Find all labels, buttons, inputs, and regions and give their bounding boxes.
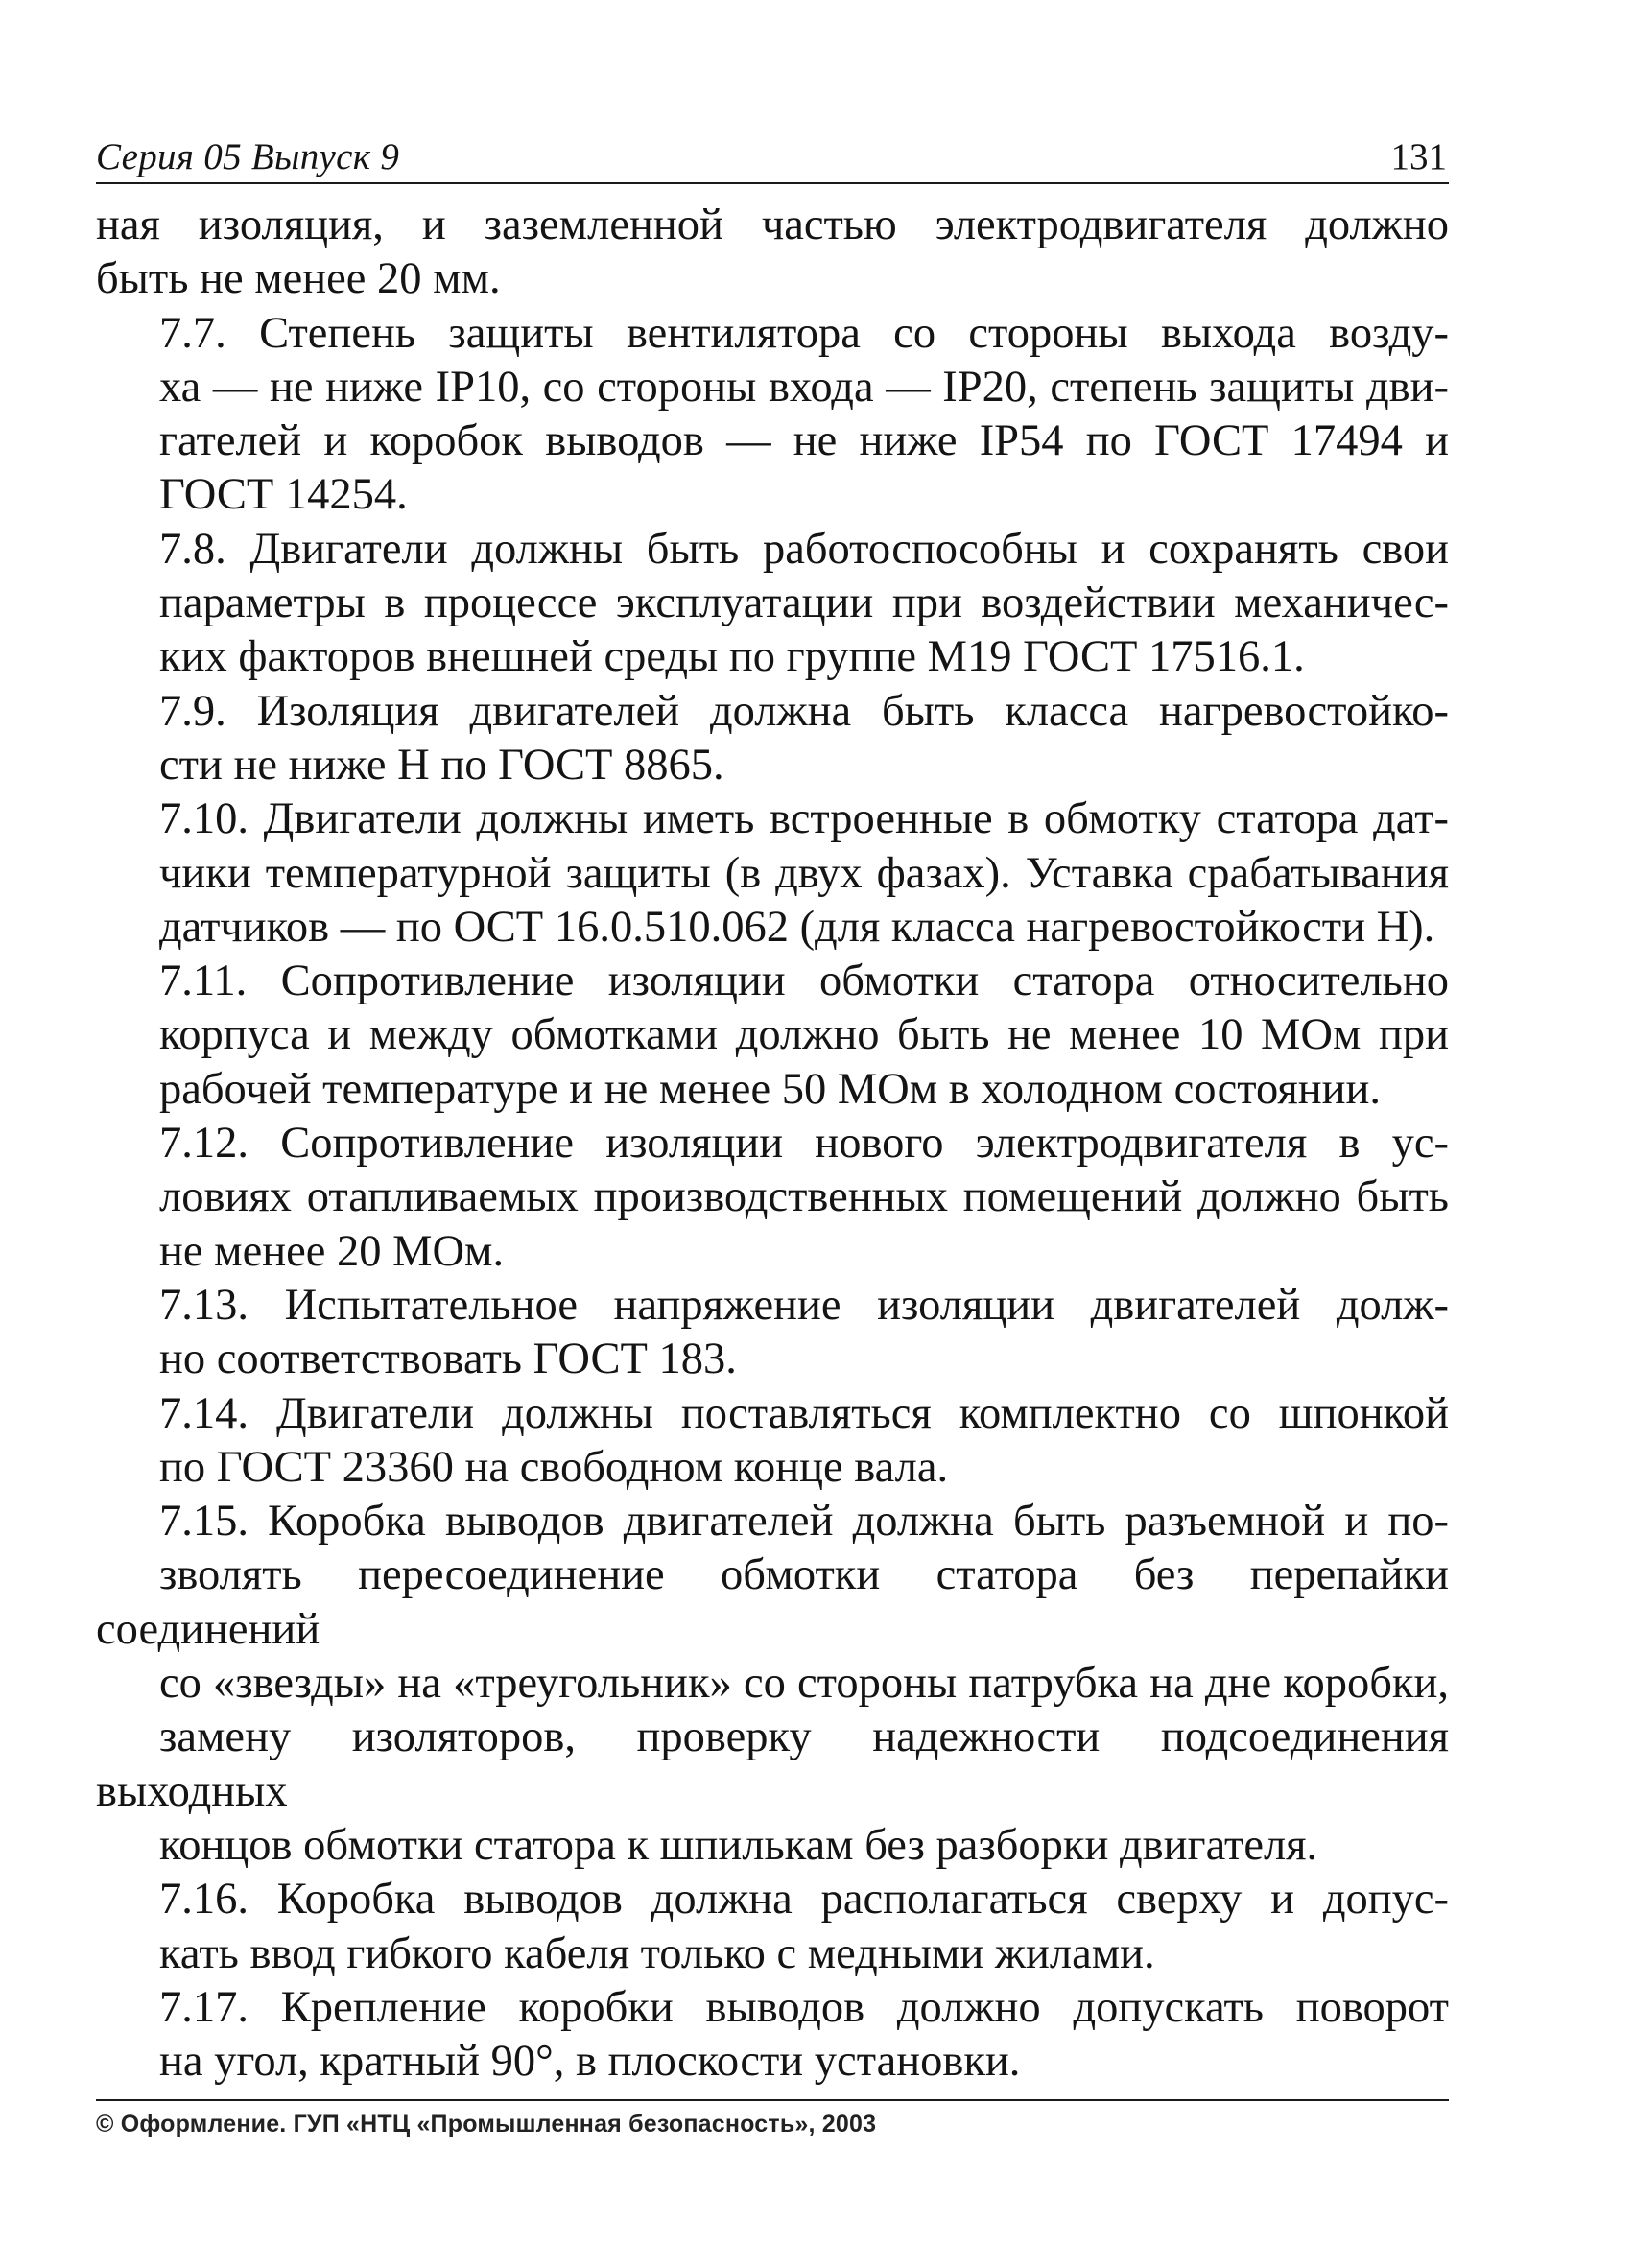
text-line: 7.8. Двигатели должны быть работоспособны и сохранять свои: [159, 524, 1449, 574]
running-header: [96, 123, 1449, 184]
paragraph-7-11: [96, 955, 1449, 1117]
footer-divider: [96, 2099, 1449, 2101]
text-line: зволять пересоединение обмотки статора без перепайки соединений: [96, 1550, 1449, 1654]
paragraph-7-14: [96, 1387, 1449, 1496]
text-line: на угол, кратный 90°, в плоскости установки.: [159, 2037, 1021, 2087]
text-line: 7.11. Сопротивление изоляции обмотки статора относительно: [159, 957, 1449, 1006]
text-line: 7.15. Коробка выводов двигателей должна быть разъемной и по-: [159, 1497, 1449, 1547]
text-line: концов обмотки статора к шпилькам без разборки двигателя.: [159, 1820, 1318, 1870]
text-line: 7.7. Степень защиты вентилятора со стороны выхода возду-: [159, 308, 1449, 358]
paragraph-7-17: [96, 1981, 1449, 2090]
text-line: замену изоляторов, проверку надежности подсоединения выходных: [96, 1713, 1449, 1816]
text-line: чики температурной защиты (в двух фазах). Уставка срабатывания: [159, 848, 1449, 898]
text-line: 7.9. Изоляция двигателей должна быть класса нагревостойко-: [159, 686, 1449, 736]
text-line: 7.13. Испытательное напряжение изоляции двигателей долж-: [159, 1280, 1449, 1330]
text-line: гателей и коробок выводов — не ниже IP54 по ГОСТ 17494 и: [159, 416, 1449, 466]
text-line: ная изоляция, и заземленной частью электродвигателя должно: [96, 201, 1449, 249]
paragraph-7-10: [96, 792, 1449, 955]
text-line: ха — не ниже IP10, со стороны входа — IP20, степень защиты дви-: [159, 362, 1449, 412]
text-line: рабочей температуре и не менее 50 МОм в холодном состоянии.: [159, 1064, 1382, 1114]
text-line: 7.17. Крепление коробки выводов должно допускать поворот: [159, 1982, 1449, 2032]
paragraph-cont: [96, 199, 1449, 307]
series-title: Серия 05 Выпуск 9: [96, 136, 400, 177]
copyright-footer: © Оформление. ГУП «НТЦ «Промышленная безопасность», 2003: [96, 2111, 877, 2138]
text-line: 7.12. Сопротивление изоляции нового электродвигателя в ус-: [159, 1119, 1449, 1169]
text-line: ловиях отапливаемых производственных помещений должно быть: [159, 1172, 1449, 1222]
text-line: датчиков — по ОСТ 16.0.510.062 (для класса нагревостойкости Н).: [159, 902, 1435, 952]
text-line: по ГОСТ 23360 на свободном конце вала.: [159, 1442, 949, 1492]
paragraph-7-7: [96, 307, 1449, 523]
paragraph-7-8: [96, 523, 1449, 685]
text-line: кать ввод гибкого кабеля только с медными жилами.: [159, 1928, 1155, 1978]
text-line: ГОСТ 14254.: [159, 470, 408, 520]
text-line: ких факторов внешней среды по группе М19 ГОСТ 17516.1.: [159, 632, 1305, 682]
paragraph-7-16: [96, 1873, 1449, 1981]
text-line: корпуса и между обмотками должно быть не менее 10 МОм при: [159, 1010, 1449, 1060]
paragraph-7-9: [96, 685, 1449, 793]
paragraph-7-15: [96, 1495, 1449, 1873]
body-text: [96, 199, 1449, 2089]
page-number: 131: [1390, 136, 1447, 177]
paragraph-7-12: [96, 1117, 1449, 1279]
text-line: параметры в процессе эксплуатации при воздействии механичес-: [159, 579, 1449, 628]
text-line: 7.16. Коробка выводов должна располагаться сверху и допус-: [159, 1875, 1449, 1925]
paragraph-7-13: [96, 1279, 1449, 1387]
text-line: сти не ниже Н по ГОСТ 8865.: [159, 740, 724, 790]
text-line: не менее 20 МОм.: [159, 1226, 505, 1276]
text-line: 7.14. Двигатели должны поставляться комплектно со шпонкой: [159, 1388, 1449, 1438]
text-line: со «звезды» на «треугольник» со стороны патрубка на дне коробки,: [159, 1659, 1449, 1709]
text-line: быть не менее 20 мм.: [96, 254, 501, 304]
text-line: но соответствовать ГОСТ 183.: [159, 1335, 737, 1384]
text-line: 7.10. Двигатели должны иметь встроенные в обмотку статора дат-: [159, 794, 1449, 844]
